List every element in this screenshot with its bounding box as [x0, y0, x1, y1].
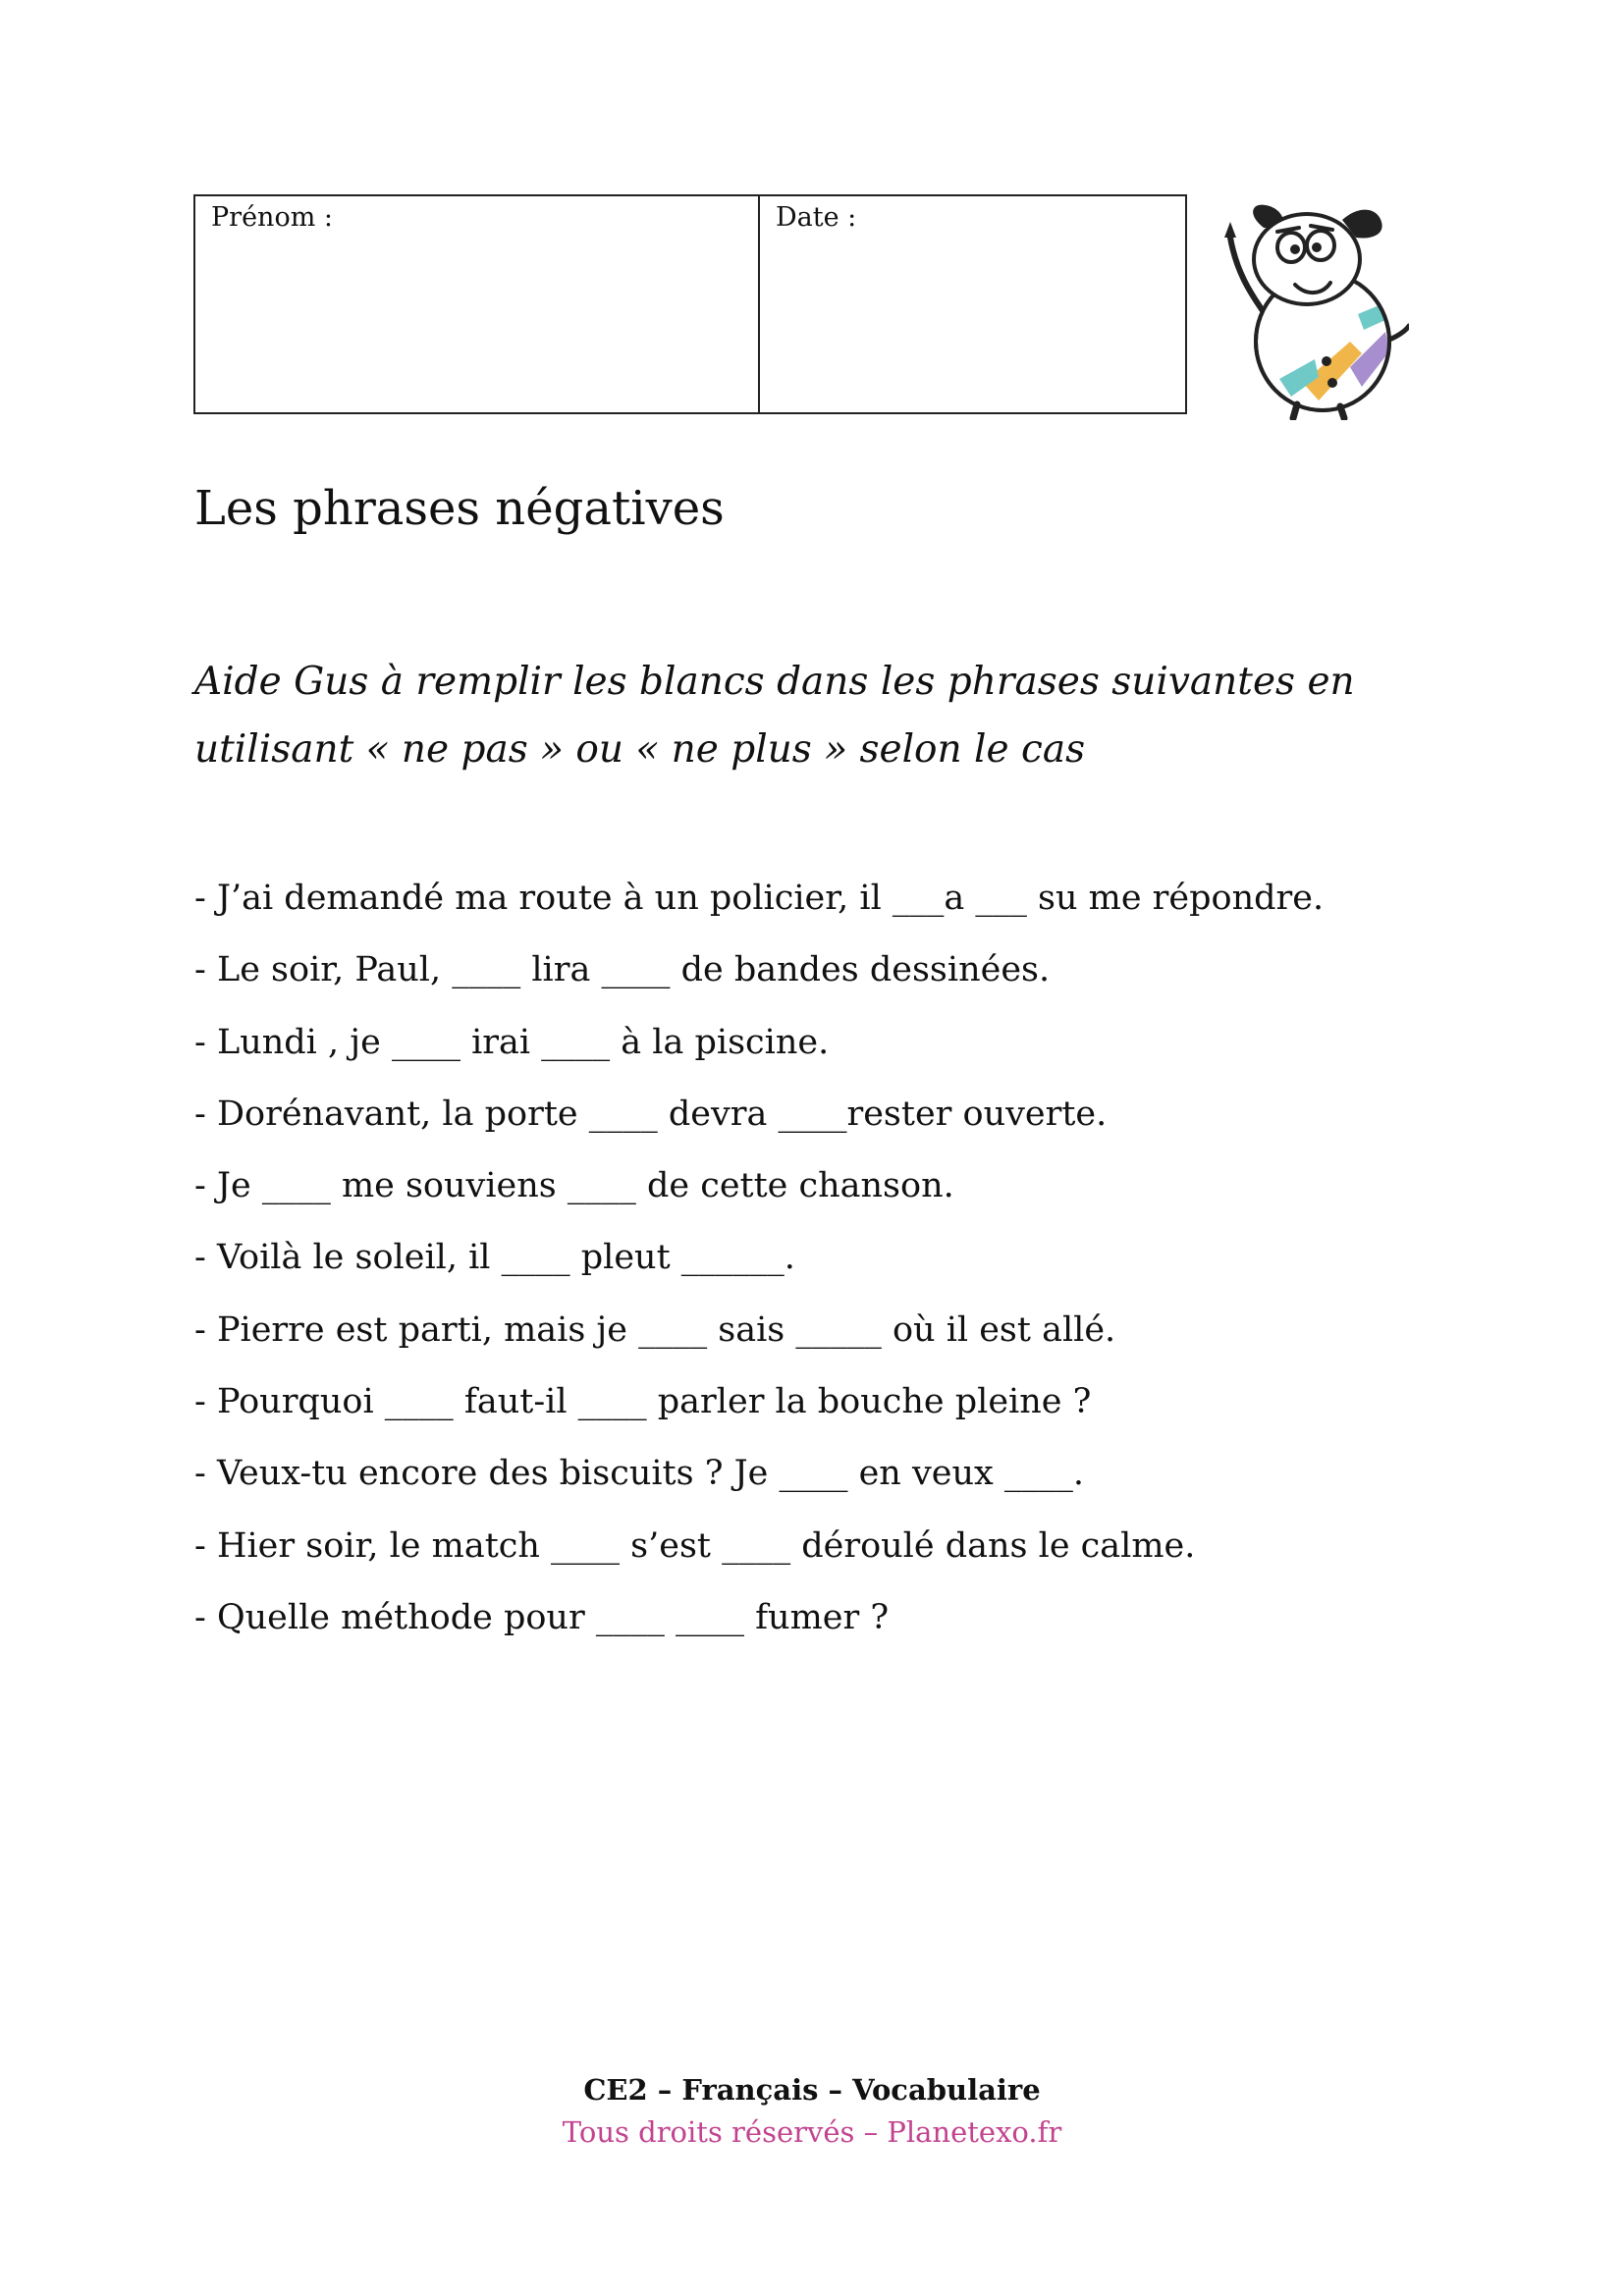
sentence-item: - Le soir, Paul, ____ lira ____ de bandes dessinées. — [194, 950, 1051, 990]
sheep-mascot-icon — [1213, 194, 1409, 420]
sentence-item: - Pourquoi ____ faut-il ____ parler la bouche pleine ? — [194, 1382, 1092, 1422]
sentence-item: - Lundi , je ____ irai ____ à la piscine. — [194, 1022, 830, 1062]
sentence-list — [194, 873, 1471, 1664]
date-cell[interactable] — [760, 196, 1185, 412]
firstname-label: Prénom : — [211, 202, 333, 233]
firstname-cell[interactable] — [195, 196, 760, 412]
sentence-item: - Hier soir, le match ____ s’est ____ déroulé dans le calme. — [194, 1525, 1196, 1566]
sentence-item: - Dorénavant, la porte ____ devra ____rester ouverte. — [194, 1094, 1108, 1134]
sentence-item: - Voilà le soleil, il ____ pleut ______. — [194, 1238, 795, 1278]
sentence-item: - Je ____ me souviens ____ de cette chanson. — [194, 1166, 954, 1206]
exercise-instruction: Aide Gus à remplir les blancs dans les phrases suivantes en utilisant « ne pas » ou « ne plus » selon le cas — [194, 660, 1355, 772]
footer-rights: Tous droits réservés – Planetexo.fr — [562, 2115, 1062, 2149]
date-label: Date : — [776, 202, 857, 233]
sentence-item: - Pierre est parti, mais je ____ sais _____ où il est allé. — [194, 1309, 1116, 1350]
sentence-item: - J’ai demandé ma route à un policier, il ___a ___ su me répondre. — [194, 879, 1325, 918]
sentence-item: - Quelle méthode pour ____ ____ fumer ? — [194, 1597, 890, 1637]
sentence-item: - Veux-tu encore des biscuits ? Je ____ en veux ____. — [194, 1454, 1084, 1494]
page-title: Les phrases négatives — [194, 481, 725, 536]
student-info-table — [193, 194, 1187, 414]
footer-level: CE2 – Français – Vocabulaire — [583, 2073, 1041, 2107]
